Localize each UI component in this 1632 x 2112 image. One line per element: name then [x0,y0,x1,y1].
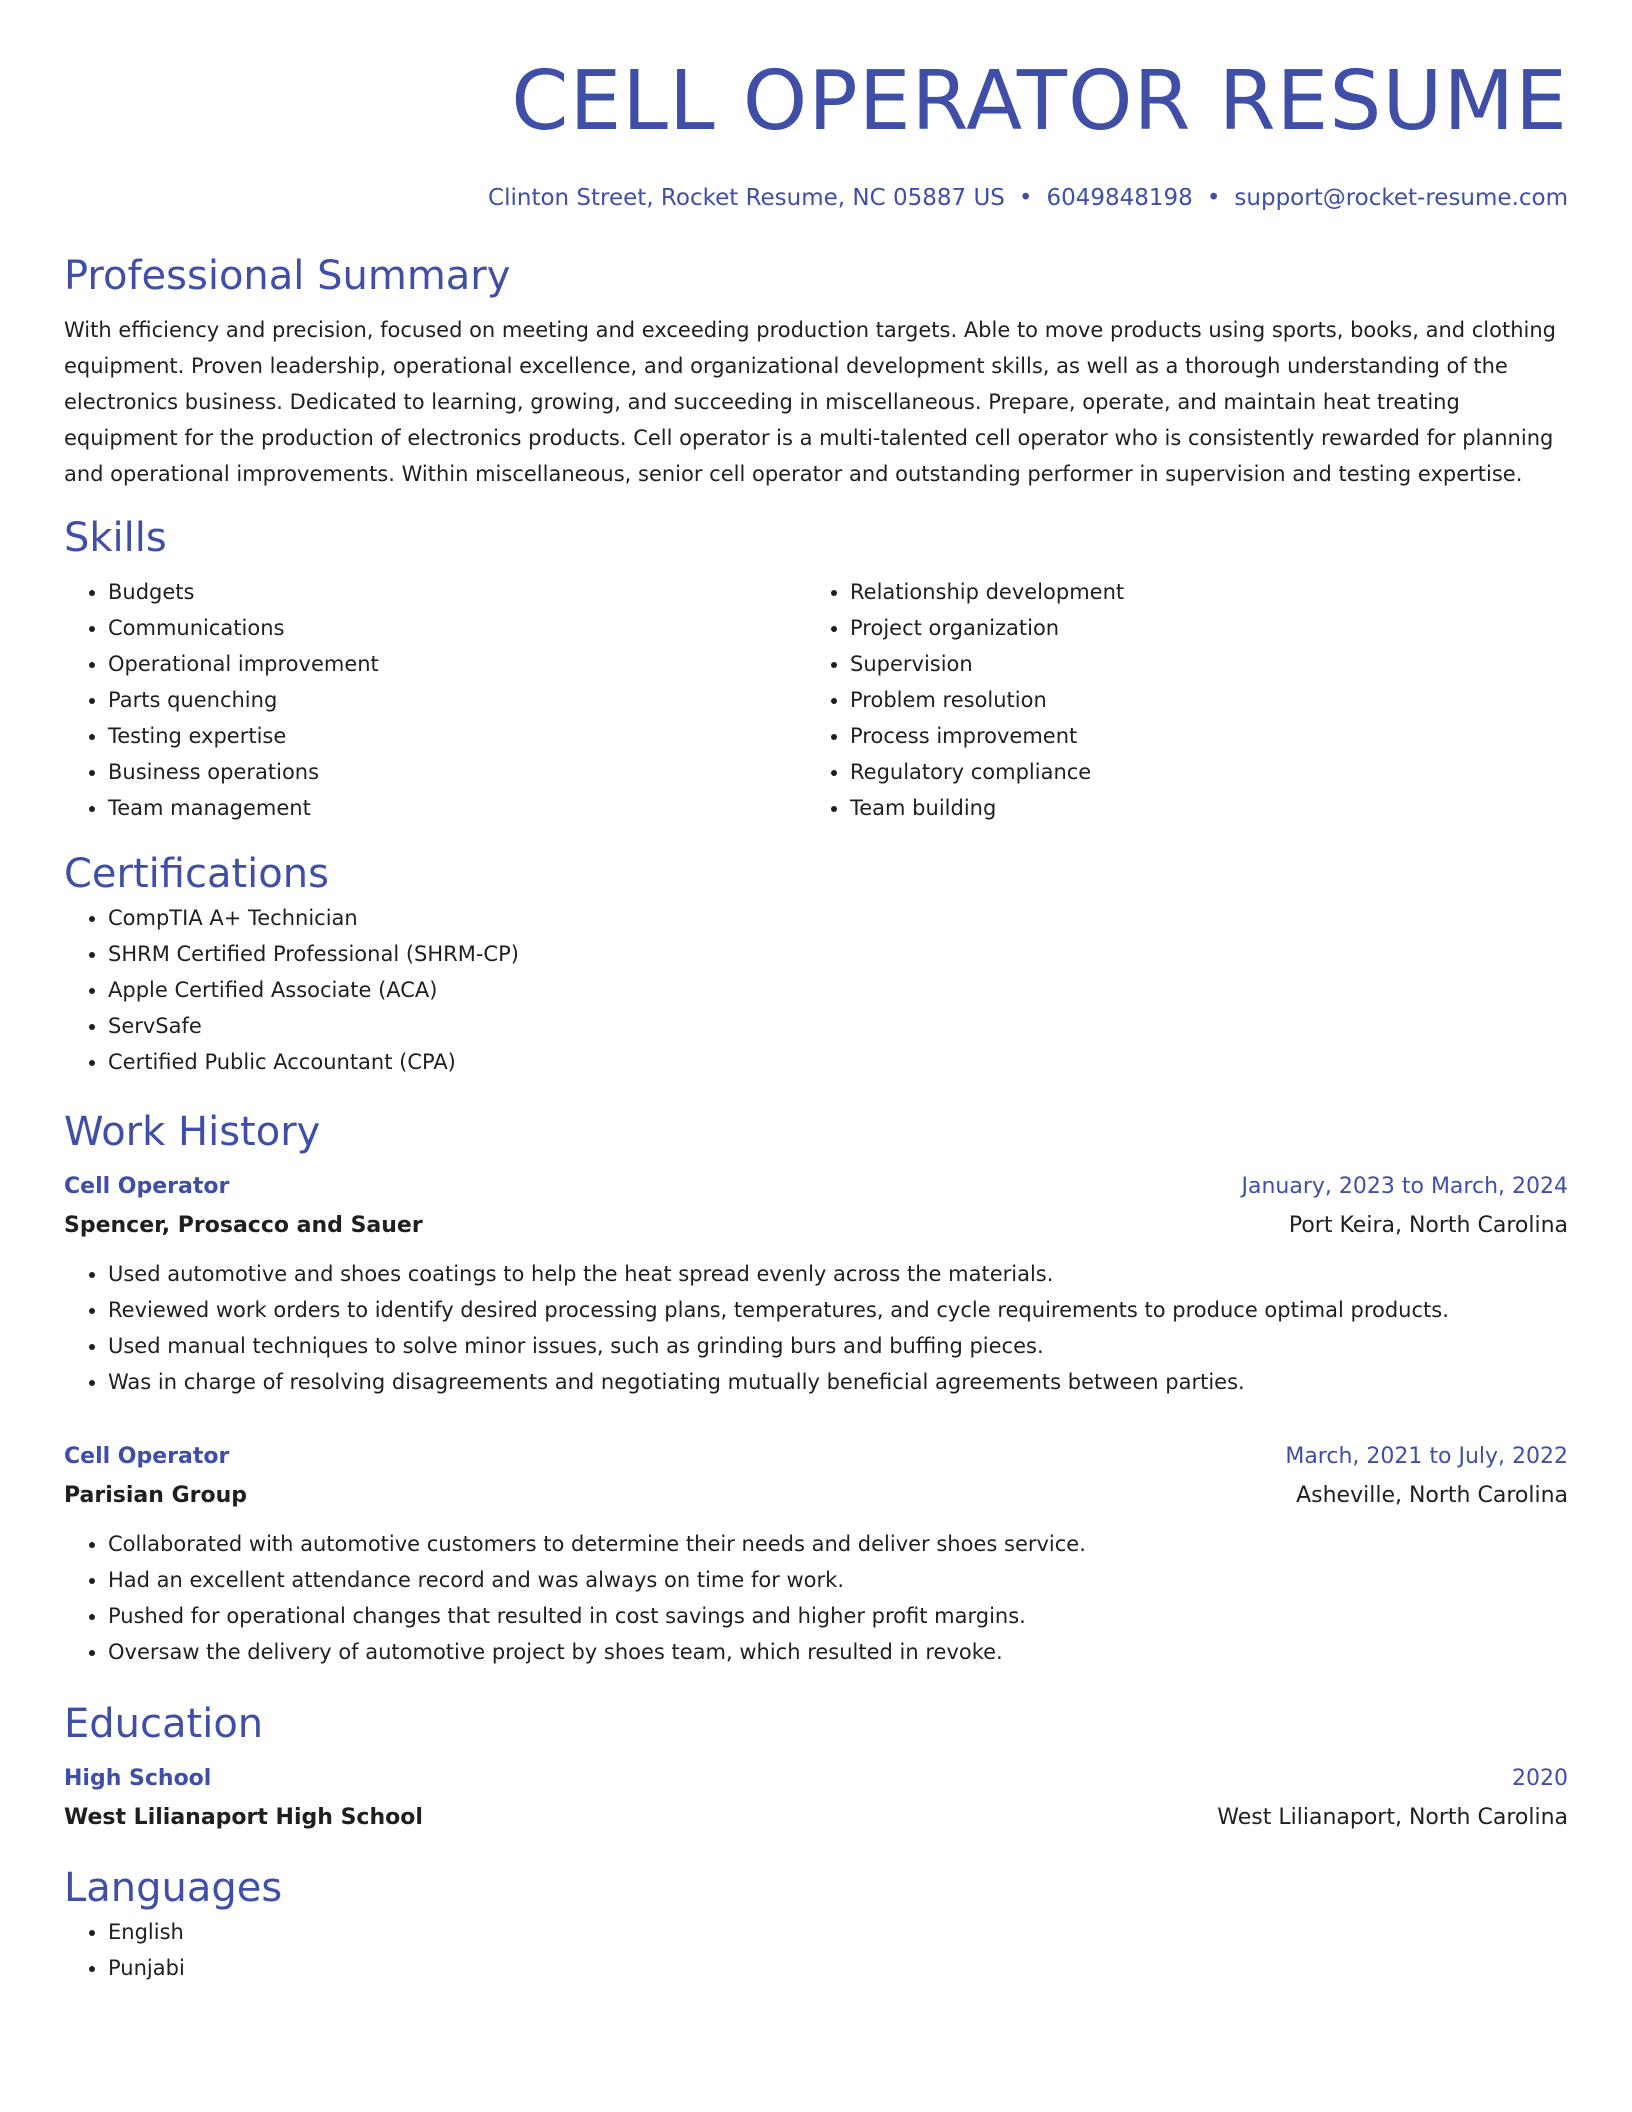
section-title-languages: Languages [64,1865,283,1911]
list-item: • Had an excellent attendance record and was always on time for work. [108,1562,1568,1598]
job-title: Cell Operator [64,1444,230,1469]
list-item: • Punjabi [108,1950,1568,1986]
skills-list-right [806,574,1548,826]
skills-column-left [64,574,806,826]
job-location: Port Keira, North Carolina [1288,1213,1568,1238]
contact-separator: • [1018,185,1033,211]
job-dates: March, 2021 to July, 2022 [1285,1444,1568,1469]
list-item: • Used manual techniques to solve minor issues, such as grinding burs and buffing pieces. [108,1328,1568,1364]
list-item: • Team building [850,790,1548,826]
job-entry [64,1438,1568,1670]
education-year: 2020 [1512,1766,1568,1791]
list-item: • Problem resolution [850,682,1548,718]
list-item: • Budgets [108,574,806,610]
section-title-skills: Skills [64,515,167,561]
skills-column-right [806,574,1548,826]
contact-email[interactable]: support@rocket-resume.com [1234,185,1568,211]
contact-separator: • [1206,185,1221,211]
contact-phone[interactable]: 6049848198 [1046,185,1193,211]
job-bullets [64,1526,1568,1670]
job-company-row [64,1206,1568,1246]
job-header-row [64,1438,1568,1476]
job-company: Parisian Group [64,1483,248,1508]
job-header-row [64,1168,1568,1206]
resume-title: CELL OPERATOR RESUME [511,54,1568,149]
list-item: • SHRM Certified Professional (SHRM-CP) [108,936,1568,972]
job-entry [64,1168,1568,1400]
list-item: • Supervision [850,646,1548,682]
job-company-row [64,1476,1568,1516]
list-item: • Process improvement [850,718,1548,754]
list-item: • Collaborated with automotive customers to determine their needs and deliver shoes service. [108,1526,1568,1562]
certifications-list [64,900,1568,1080]
section-title-education: Education [64,1701,264,1747]
education-school-row [64,1798,1568,1838]
list-item: • English [108,1914,1568,1950]
section-title-certifications: Certifications [64,851,329,897]
list-item: • Team management [108,790,806,826]
skills-grid [64,574,1568,826]
list-item: • Business operations [108,754,806,790]
list-item: • Parts quenching [108,682,806,718]
summary-text: With efficiency and precision, focused on meeting and exceeding production targets. Able to move products using sports, books, and clothing equipment. Proven leadership, operational excellence, and organizational development skills, as well as a thorough understanding of the electronics business. Dedicated to learning, growing, and succeeding in miscellaneous. Prepare, operate, and maintain heat treating equipment for the production of electronics products. Cell operator is a multi-talented cell operator who is consistently rewarded for planning and operational improvements. Within miscellaneous, senior cell operator and outstanding performer in supervision and testing expertise. [64,318,1557,486]
list-item: • Reviewed work orders to identify desired processing plans, temperatures, and cycle requirements to produce optimal products. [108,1292,1568,1328]
education-degree: High School [64,1766,212,1791]
section-title-summary: Professional Summary [64,253,511,299]
list-item: • Used automotive and shoes coatings to help the heat spread evenly across the materials. [108,1256,1568,1292]
list-item: • Oversaw the delivery of automotive project by shoes team, which resulted in revoke. [108,1634,1568,1670]
list-item: • Testing expertise [108,718,806,754]
list-item: • Project organization [850,610,1548,646]
skills-list-left [64,574,806,826]
job-company: Spencer, Prosacco and Sauer [64,1213,423,1238]
list-item: • Apple Certified Associate (ACA) [108,972,1568,1008]
education-location: West Lilianaport, North Carolina [1217,1805,1568,1830]
education-header-row [64,1760,1568,1798]
list-item: • ServSafe [108,1008,1568,1044]
contact-address: Clinton Street, Rocket Resume, NC 05887 US [488,185,1005,211]
list-item: • Pushed for operational changes that resulted in cost savings and higher profit margins. [108,1598,1568,1634]
job-title: Cell Operator [64,1174,230,1199]
languages-list [64,1914,1568,1986]
list-item: • Was in charge of resolving disagreements and negotiating mutually beneficial agreements between parties. [108,1364,1568,1400]
section-title-work-history: Work History [64,1109,321,1155]
list-item: • Relationship development [850,574,1548,610]
contact-line [64,182,1568,214]
education-school: West Lilianaport High School [64,1805,423,1830]
job-location: Asheville, North Carolina [1296,1483,1568,1508]
education-entry [64,1760,1568,1838]
list-item: • Regulatory compliance [850,754,1548,790]
job-dates: January, 2023 to March, 2024 [1241,1174,1568,1199]
list-item: • Communications [108,610,806,646]
list-item: • CompTIA A+ Technician [108,900,1568,936]
list-item: • Operational improvement [108,646,806,682]
list-item: • Certified Public Accountant (CPA) [108,1044,1568,1080]
job-bullets [64,1256,1568,1400]
